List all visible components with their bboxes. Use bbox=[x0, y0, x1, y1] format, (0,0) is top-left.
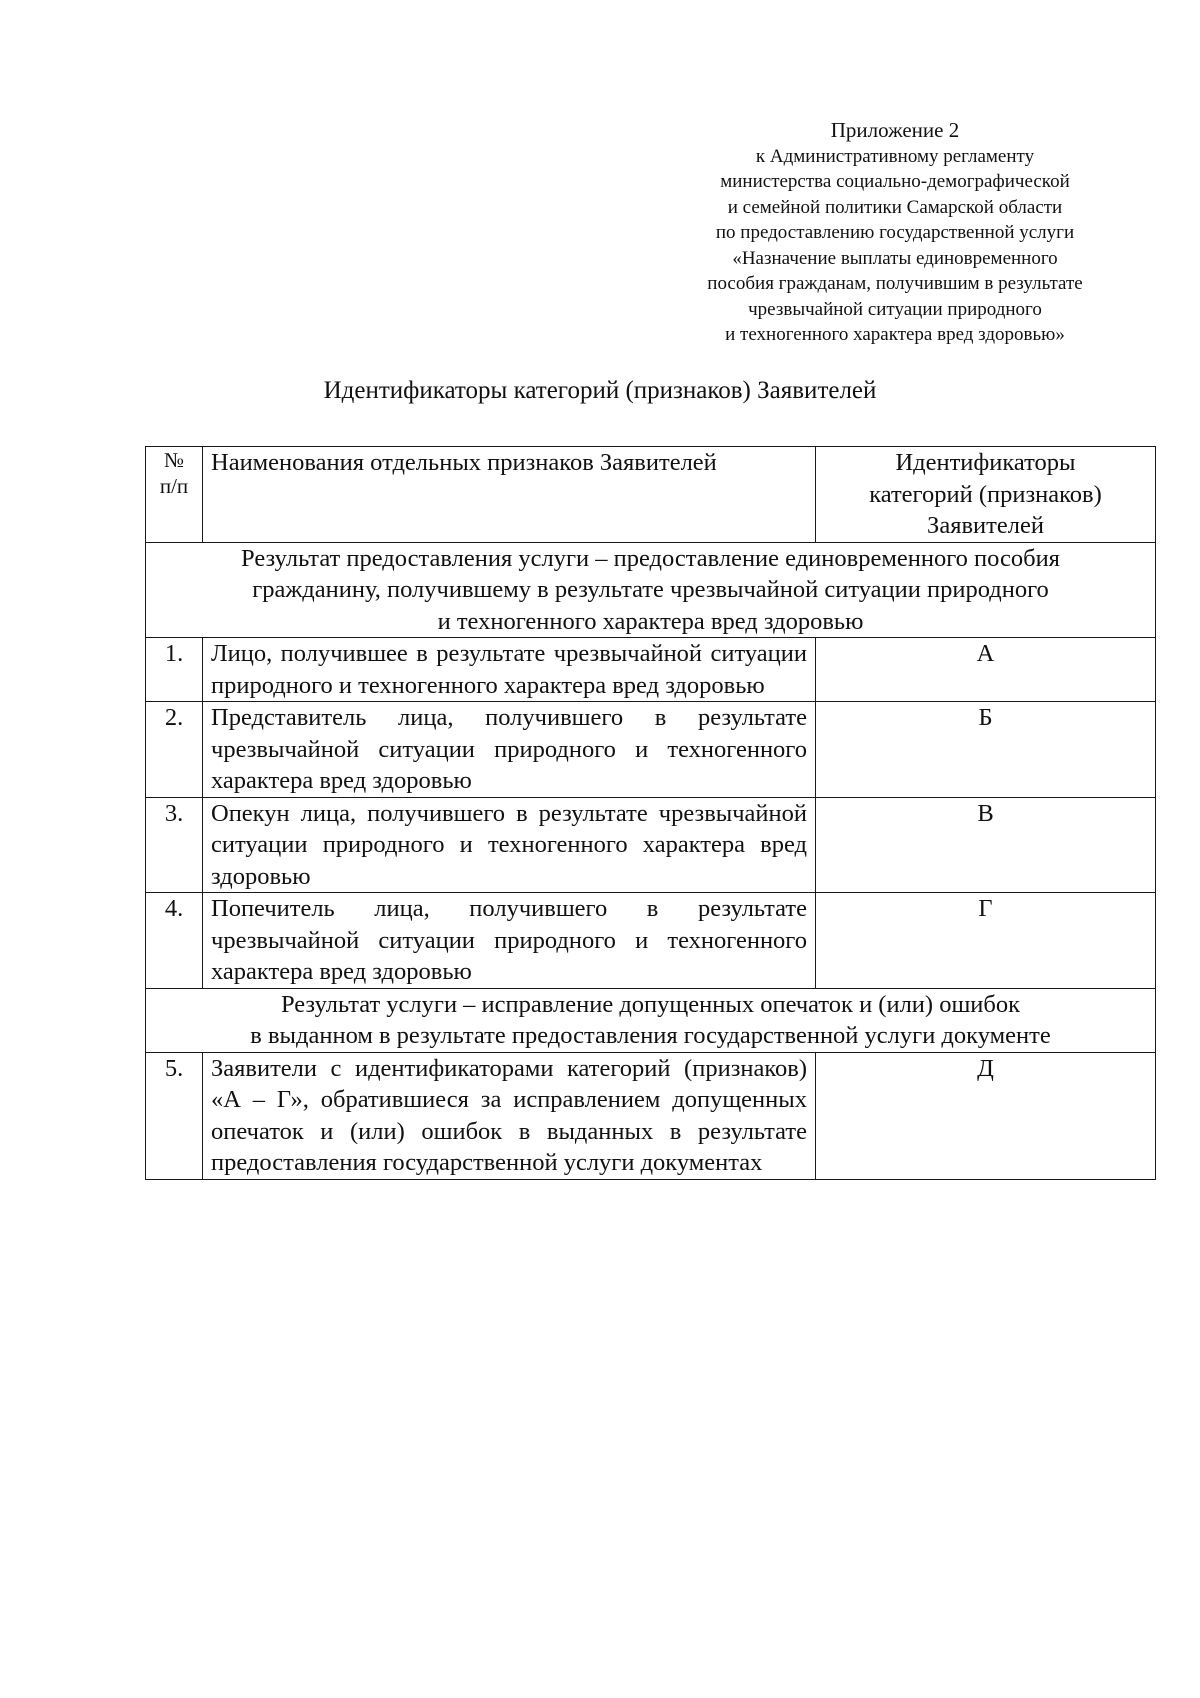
section-heading-2 bbox=[146, 988, 1156, 1052]
section-line: и техногенного характера вред здоровью bbox=[437, 607, 864, 635]
row-number: 5. bbox=[146, 1052, 203, 1179]
header-number-abbr: п/п bbox=[159, 474, 189, 498]
appendix-line: и семейной политики Самарской области bbox=[727, 196, 1063, 218]
appendix-line: министерства социально-демографической bbox=[720, 171, 1070, 192]
row-description: Заявители с идентификаторами категорий (признаков) «А – Г», обратившиеся за исправлением допущенных опечаток и (или) ошибок в выданных в результате предоставления государственной услуги документах bbox=[203, 1052, 816, 1179]
row-description: Попечитель лица, получившего в результате чрезвычайной ситуации природного и техногенного характера вред здоровью bbox=[203, 893, 816, 989]
header-identifier-line: Заявителей bbox=[927, 512, 1044, 539]
header-name: Наименования отдельных признаков Заявителей bbox=[203, 447, 816, 543]
header-identifier-line: категорий (признаков) bbox=[869, 480, 1102, 508]
identifiers-table bbox=[145, 446, 1156, 1180]
table-row bbox=[146, 638, 1156, 702]
row-number: 4. bbox=[146, 893, 203, 989]
appendix-line: пособия гражданам, получившим в результате bbox=[707, 273, 1083, 294]
table-row bbox=[146, 1052, 1156, 1179]
row-description: Лицо, получившее в результате чрезвычайной ситуации природного и техногенного характера вред здоровью bbox=[203, 638, 816, 702]
header-identifier bbox=[816, 447, 1156, 543]
row-number: 1. bbox=[146, 638, 203, 702]
section-row bbox=[146, 988, 1156, 1052]
section-heading-1 bbox=[146, 542, 1156, 638]
section-line: в выданном в результате предоставления государственной услуги документе bbox=[250, 1022, 1051, 1049]
table-row bbox=[146, 893, 1156, 989]
row-identifier: Б bbox=[816, 702, 1156, 798]
appendix-header bbox=[660, 118, 1130, 348]
appendix-line: чрезвычайной ситуации природного bbox=[748, 298, 1042, 320]
row-description: Опекун лица, получившего в результате чрезвычайной ситуации природного и техногенного характера вред здоровью bbox=[203, 797, 816, 893]
row-identifier: А bbox=[816, 638, 1156, 702]
table-header-row bbox=[146, 447, 1156, 543]
table-row bbox=[146, 797, 1156, 893]
section-row bbox=[146, 542, 1156, 638]
appendix-line: к Административному регламенту bbox=[755, 145, 1035, 167]
table-row bbox=[146, 702, 1156, 798]
section-line: Результат услуги – исправление допущенных опечаток и (или) ошибок bbox=[280, 990, 1021, 1018]
row-description: Представитель лица, получившего в результате чрезвычайной ситуации природного и техногенного характера вред здоровью bbox=[203, 702, 816, 798]
row-identifier: Г bbox=[816, 893, 1156, 989]
row-number: 2. bbox=[146, 702, 203, 798]
header-number-symbol: № bbox=[163, 448, 185, 472]
section-line: Результат предоставления услуги – предоставление единовременного пособия bbox=[241, 544, 1060, 572]
row-number: 3. bbox=[146, 797, 203, 893]
page-title: Идентификаторы категорий (признаков) Заявителей bbox=[323, 377, 877, 404]
row-identifier: Д bbox=[816, 1052, 1156, 1179]
header-identifier-line: Идентификаторы bbox=[895, 449, 1076, 476]
appendix-line: «Назначение выплаты единовременного bbox=[732, 247, 1058, 269]
appendix-line: по предоставлению государственной услуги bbox=[715, 222, 1075, 243]
section-line: гражданину, получившему в результате чрезвычайной ситуации природного bbox=[252, 576, 1049, 603]
row-identifier: В bbox=[816, 797, 1156, 893]
appendix-line: Приложение 2 bbox=[830, 118, 960, 142]
appendix-line: и техногенного характера вред здоровью» bbox=[725, 324, 1065, 345]
header-number bbox=[146, 447, 203, 543]
